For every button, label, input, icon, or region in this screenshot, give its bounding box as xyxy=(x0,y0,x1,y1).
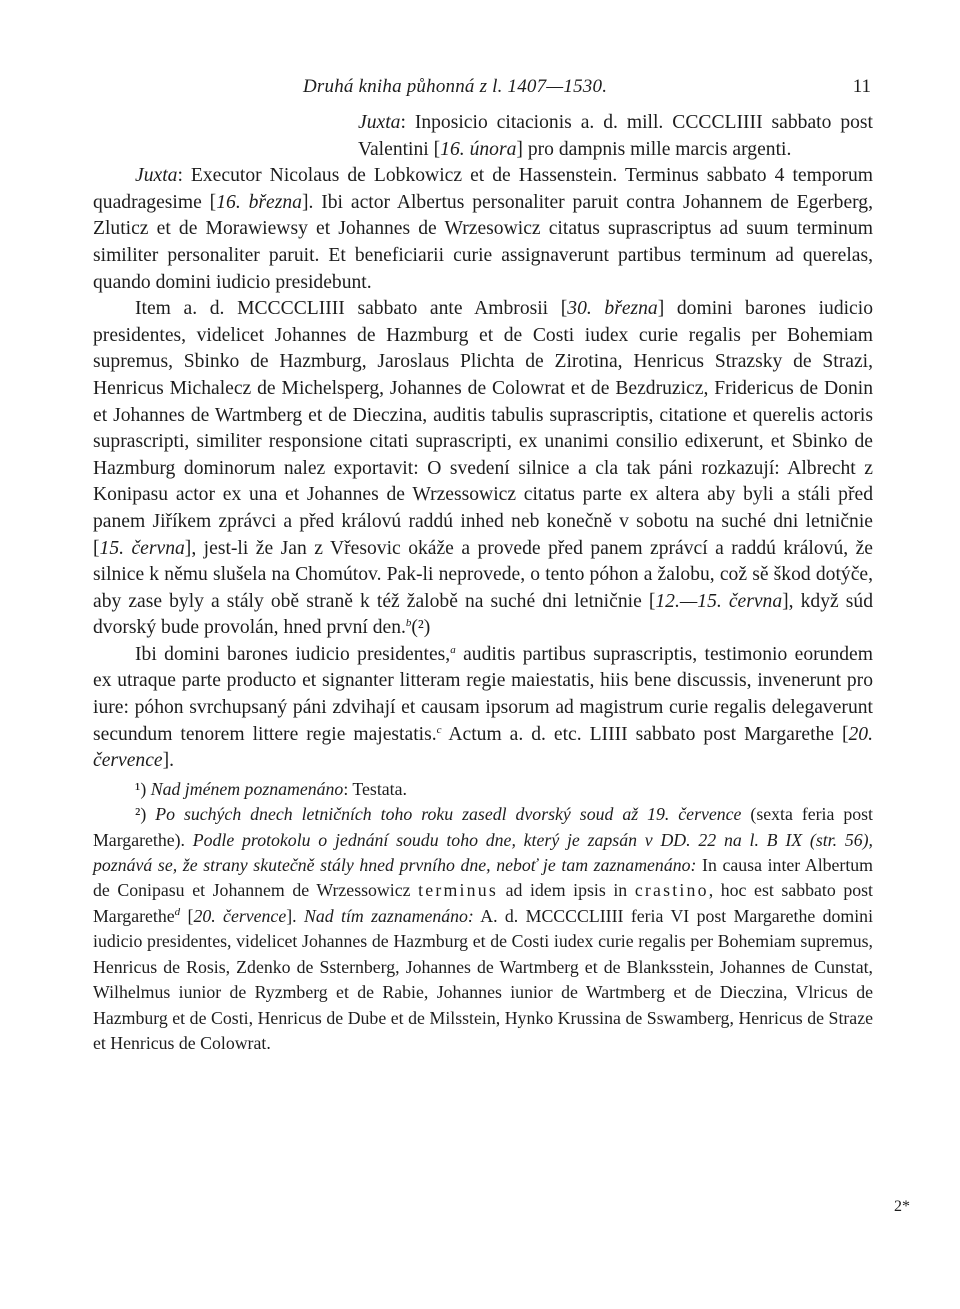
footnote-1 xyxy=(93,777,873,802)
page-header xyxy=(93,70,873,110)
text-span: : Testata. xyxy=(343,778,407,799)
signature-mark: 2* xyxy=(894,1198,910,1215)
footnotes xyxy=(93,777,873,1056)
text-span: Nad jménem poznamenáno xyxy=(150,778,344,799)
document-page xyxy=(93,70,873,1056)
juxta-label: Juxta xyxy=(135,165,178,187)
paragraph-ibi xyxy=(93,642,873,775)
variant-mark: b xyxy=(405,617,412,630)
text-span: Actum a. d. etc. LIIII sabbato post Margarethe [ xyxy=(441,723,849,745)
running-title: Druhá kniha půhonná z l. 1407—1530. xyxy=(303,76,608,97)
footnote-2 xyxy=(93,802,873,1056)
text-span: : Executor Nicolaus de Lobkowicz et de Hassenstein. Terminus sabbato 4 temporum quadragesime [ xyxy=(93,165,873,213)
text-span: Nad tím zaznamenáno: xyxy=(303,905,474,926)
variant-mark: a xyxy=(450,643,456,656)
juxta-label: Juxta xyxy=(358,112,401,133)
variant-mark: c xyxy=(436,723,442,736)
text-span: (sexta feria post Margarethe). xyxy=(93,804,873,850)
page-number: 11 xyxy=(852,76,871,97)
text-span: Item a. d. MCCCCLIIII sabbato ante Ambrosii [ xyxy=(135,298,568,320)
text-span: ]. Ibi actor Albertus personaliter paruit contra Johannem de Egerberg, Zluticz et de Morawiewsy et Johannes de Wrzesowicz citatus suprascriptus ad suum terminum similiter personaliter paruit. Et beneficiarii curie assignaverunt partibus terminum ad querelas, quando domini iudicio presidebunt. xyxy=(93,191,874,293)
text-span: auditis partibus suprascriptis, testimonio eorundem ex utraque parte producto et signanter litteram regie maiestatis, hiis bene discussis, invenerunt pro iure: póhon svrchupsaný páni zdvihají et causam ipsorum ad magistrum curie regalis delegaverunt secundum tenorem littere regie majestatis. xyxy=(93,643,873,745)
paragraph-item xyxy=(93,296,873,642)
footnote-mark: ¹) xyxy=(135,778,147,799)
text-span: ] domini barones iudicio presidentes, videlicet Johannes de Hazmburg et de Costi iudex curie regalis per Bohemiam supremus, Sbinko de Hazmburg, Jaroslaus Plichta de Zirotina, Henricus Strazsky de Strazi, Henricus Michalecz de Michelsperg, Johannes de Colowrat et de Bezdruzicz, Fridericus de Donin et Johannes de Wartmberg et de Dieczina, auditis tabulis suprascriptis, citatione et querelis actoris suprascripti, similiter responsione citati suprascripti, ex unanimi consilio edixerunt, et Sbinko de Hazmburg dominorum nalez exportavit: O svedení silnice a cla tak páni rozkazují: Albrecht z Konipasu actor ex una et Johannes de Wrzessowicz citatus parte ex altera aby byli a stáli před panem Jiříkem zprávci a před královú raddú inhed neb konečně v sobotu na suché dni letničnie [ xyxy=(93,298,873,559)
text-span: 20. července xyxy=(193,905,287,926)
text-span: ad idem ipsis in xyxy=(497,880,635,901)
text-span: ], jest-li že Jan z Vřesovic okáže a provede před panem zprávcí a raddú královú, že silnice k němu slušela na Chomútov. Pak-li neprovede, o tento póhon a žalobu, což sě škod dotýče, aby zase byly a stály obě straně k též žalobě na suché dni letničnie [ xyxy=(93,537,873,612)
variant-mark: d xyxy=(174,905,181,918)
text-span: Podle protokolu o jednání soudu toho dne, který je zapsán v DD. 22 na l. B IX (str. 56), poznává se, že strany skutečně stály hned prvního dne, neboť je tam zaznamenáno: xyxy=(93,829,873,876)
date-reference: 16. března xyxy=(216,191,302,213)
text-span: terminus xyxy=(418,880,498,901)
text-span: , hoc est sabbato post Margarethe xyxy=(93,880,873,926)
text-span: A. d. MCCCCLIIII feria VI post Margarethe domini iudicio presidentes, videlicet Johannes de Hazmburg et de Costi iudex curie regalis per Bohemiam supremus, Henricus de Rosis, Zdenko de Ssternberg, Johannes de Wartmberg et de Blanksstein, Johannes de Cunstat, Wilhelmus iunior de Ryzmberg et de Rabie, Johannes iunior de Wartmberg et de Dieczina, Vlricus de Hazmburg et de Costi, Henricus de Dube et de Milsstein, Hynko Krussina de Sswamberg, Henricus de Straze et Henricus de Colowrat. xyxy=(93,905,874,1053)
text-span: : Inposicio citacionis a. d. mill. CCCCLIIII sabbato post Valentini [ xyxy=(358,112,873,160)
date-reference: 30. března xyxy=(567,298,658,320)
date-reference: 20. července xyxy=(93,723,873,772)
text-span: ], když súd dvorský bude provolán, hned první den. xyxy=(93,590,873,639)
text-span: Ibi domini barones iudicio presidentes, xyxy=(135,643,451,665)
paragraph-juxta-1 xyxy=(93,110,873,163)
text-span: ]. xyxy=(162,750,175,772)
main-text xyxy=(93,110,873,775)
text-span: crastino xyxy=(634,880,709,901)
date-reference: 15. června xyxy=(99,537,185,559)
text-span: [ xyxy=(180,905,194,926)
footnote-ref: (²) xyxy=(411,617,431,639)
footnote-mark: ²) xyxy=(135,804,147,825)
text-span: ]. xyxy=(286,905,304,926)
date-reference: 12.—15. června xyxy=(655,590,783,612)
paragraph-juxta-2 xyxy=(93,163,873,296)
text-span: ] pro dampnis mille marcis argenti. xyxy=(516,138,792,160)
text-span: In causa inter Albertum de Conipasu et Johannem de Wrzessowicz xyxy=(93,855,873,901)
date-reference: 16. února xyxy=(440,138,517,160)
text-span: Po suchých dnech letničních toho roku zasedl dvorský soud až 19. července xyxy=(155,804,742,825)
